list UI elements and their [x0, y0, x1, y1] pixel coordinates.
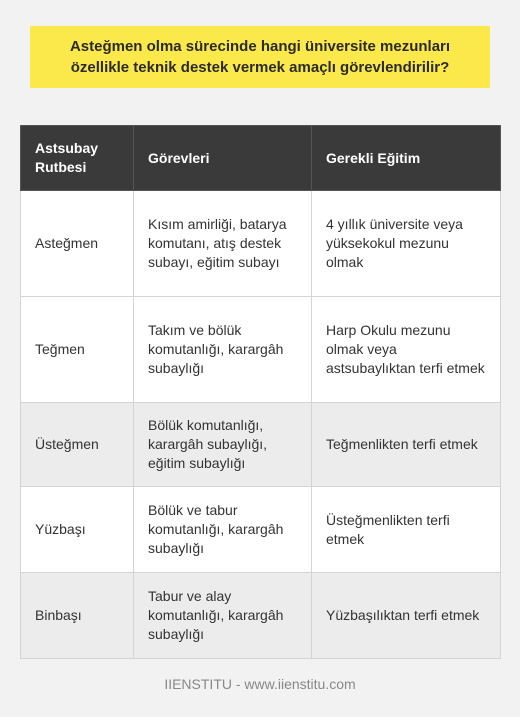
rank-table [20, 125, 501, 659]
table-row [21, 191, 501, 297]
table-row [21, 297, 501, 403]
table-row [21, 403, 501, 487]
cell-rank: Teğmen [21, 297, 134, 403]
question-text: Asteğmen olma sürecinde hangi üniversite mezunları özellikle teknik destek vermek amaçlı görevlendirilir? [69, 38, 451, 76]
question-banner [30, 26, 490, 88]
table-row [21, 487, 501, 573]
cell-rank: Asteğmen [21, 191, 134, 297]
header-duties: Görevleri [134, 126, 312, 191]
cell-education: Harp Okulu mezunu olmak veya astsubaylıktan terfi etmek [312, 297, 501, 403]
cell-rank: Yüzbaşı [21, 487, 134, 573]
cell-duties: Bölük komutanlığı, karargâh subaylığı, eğitim subaylığı [134, 403, 312, 487]
cell-education: Yüzbaşılıktan terfi etmek [312, 573, 501, 659]
header-education: Gerekli Eğitim [312, 126, 501, 191]
table-row [21, 573, 501, 659]
cell-duties: Kısım amirliği, batarya komutanı, atış destek subayı, eğitim subayı [134, 191, 312, 297]
header-rank: Astsubay Rutbesi [21, 126, 134, 191]
cell-duties: Bölük ve tabur komutanlığı, karargâh subaylığı [134, 487, 312, 573]
cell-rank: Binbaşı [21, 573, 134, 659]
cell-education: 4 yıllık üniversite veya yüksekokul mezunu olmak [312, 191, 501, 297]
cell-education: Teğmenlikten terfi etmek [312, 403, 501, 487]
footer-credit: IIENSTITU - www.iienstitu.com [164, 676, 356, 692]
cell-education: Üsteğmenlikten terfi etmek [312, 487, 501, 573]
cell-duties: Takım ve bölük komutanlığı, karargâh subaylığı [134, 297, 312, 403]
table-header-row [21, 126, 501, 191]
cell-rank: Üsteğmen [21, 403, 134, 487]
cell-duties: Tabur ve alay komutanlığı, karargâh subaylığı [134, 573, 312, 659]
